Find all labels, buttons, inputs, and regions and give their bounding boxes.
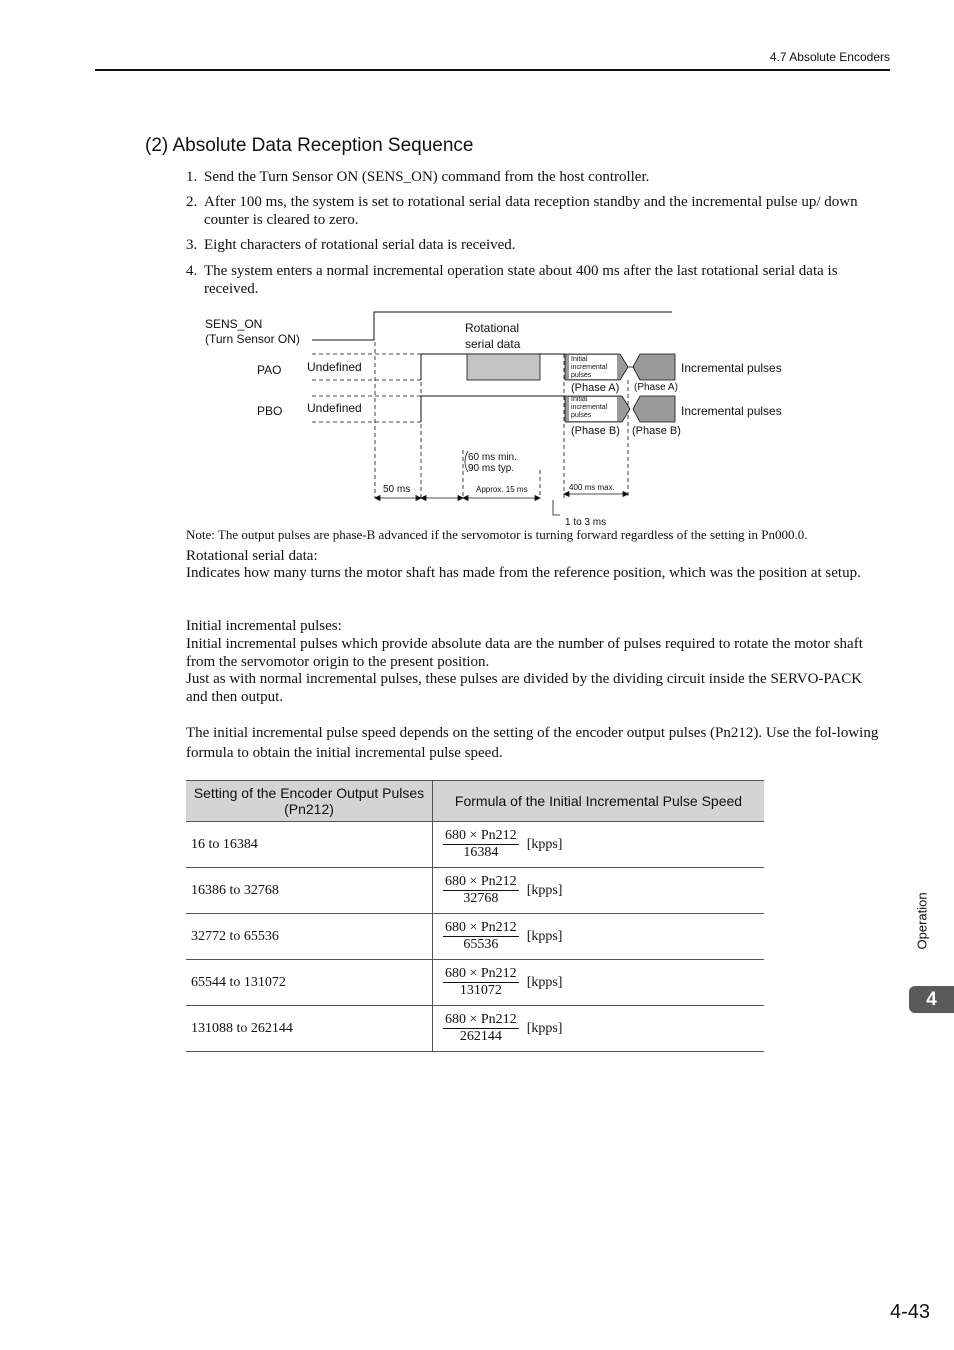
- formula-fraction: [443, 966, 519, 999]
- range-cell: 65544 to 131072: [186, 960, 433, 1006]
- t-90ms-typ: 90 ms typ.: [468, 463, 515, 474]
- unit: [kpps]: [526, 836, 563, 852]
- t-400ms-max: 400 ms max.: [569, 483, 615, 492]
- table-row: [186, 914, 764, 960]
- unit: [kpps]: [526, 1020, 563, 1036]
- t-60ms-min: 60 ms min.: [468, 452, 517, 463]
- unit: [kpps]: [526, 882, 563, 898]
- pulse-speed-text: The initial incremental pulse speed depends on the setting of the encoder output pulses (Pn212). Use the fol-lowing formula to obtain the initial incremental pulse speed.: [186, 725, 879, 761]
- timing-diagram: [0, 0, 954, 540]
- range-cell: 16 to 16384: [186, 822, 433, 868]
- range-cell: 131088 to 262144: [186, 1006, 433, 1052]
- formula-cell: [433, 1006, 765, 1052]
- table-row: [186, 822, 764, 868]
- phase-b-incremental-label: (Phase B): [632, 425, 681, 437]
- formula-fraction: [443, 1012, 519, 1045]
- formula-cell: [433, 822, 765, 868]
- numerator: 680 × Pn212: [445, 1012, 517, 1027]
- numerator: 680 × Pn212: [445, 828, 517, 843]
- sens-on-label: SENS_ON: [205, 317, 263, 331]
- pao-initial-1: Initial: [571, 356, 588, 363]
- numerator: 680 × Pn212: [445, 966, 517, 981]
- init-pulses-text-1: Initial incremental pulses which provide absolute data are the number of pulses required to rotate the motor shaft from the servomotor origin to the present position.: [186, 636, 863, 670]
- t-50ms: 50 ms: [383, 484, 411, 495]
- denominator: 32768: [463, 891, 499, 906]
- header-setting: Setting of the Encoder Output Pulses (Pn212): [186, 781, 433, 822]
- numerator: 680 × Pn212: [445, 920, 517, 935]
- denominator: 16384: [463, 845, 499, 860]
- rotational-label-1: Rotational: [465, 321, 520, 335]
- rot-serial-label: Rotational serial data:: [186, 548, 318, 564]
- step-number: 3.: [186, 237, 198, 253]
- range-cell: 32772 to 65536: [186, 914, 433, 960]
- t-approx-15ms: Approx. 15 ms: [476, 485, 528, 494]
- init-pulses-text-2: Just as with normal incremental pulses, these pulses are divided by the dividing circuit inside the SERVO-PACK and then output.: [186, 671, 863, 705]
- step-number: 2.: [186, 194, 198, 210]
- rotational-serial-data-block: [467, 354, 540, 380]
- rotational-label-2: serial data: [465, 337, 521, 351]
- denominator: 131072: [459, 983, 502, 998]
- formula-fraction: [443, 874, 519, 907]
- unit: [kpps]: [526, 928, 563, 944]
- section-title: (2) Absolute Data Reception Sequence: [145, 135, 474, 156]
- pao-undefined: Undefined: [307, 360, 362, 374]
- step-text: The system enters a normal incremental operation state about 400 ms after the last rotational serial data is received.: [204, 263, 838, 297]
- running-header: 4.7 Absolute Encoders: [769, 50, 890, 64]
- pbo-incremental-pulses: Incremental pulses: [681, 404, 782, 418]
- page-number: 4-43: [889, 1301, 930, 1323]
- side-section-label: Operation: [914, 892, 930, 950]
- pbo-initial-2: incremental: [571, 404, 608, 411]
- t-1to3ms: 1 to 3 ms: [565, 517, 607, 528]
- init-pulses-label: Initial incremental pulses:: [186, 618, 342, 634]
- pao-initial-3: pulses: [571, 372, 592, 379]
- pbo-initial-3: pulses: [571, 412, 592, 419]
- formula-fraction: [443, 920, 519, 953]
- pulse-speed-table: [186, 780, 764, 1052]
- header-formula: Formula of the Initial Incremental Pulse Speed: [433, 781, 765, 822]
- pbo-undefined: Undefined: [307, 401, 362, 415]
- table-header-row: [186, 781, 764, 822]
- pbo-initial-1: Initial: [571, 396, 588, 403]
- numerator: 680 × Pn212: [445, 874, 517, 889]
- turn-sensor-on-label: (Turn Sensor ON): [205, 332, 300, 346]
- table-row: [186, 868, 764, 914]
- chapter-tab: 4: [909, 986, 954, 1013]
- pbo-label: PBO: [257, 404, 283, 418]
- formula-cell: [433, 960, 765, 1006]
- step-number: 1.: [186, 169, 198, 185]
- formula-fraction: [443, 828, 519, 861]
- note: Note: The output pulses are phase-B advanced if the servomotor is turning forward regardless of the setting in Pn000.0.: [186, 527, 808, 542]
- pao-label: PAO: [257, 363, 282, 377]
- denominator: 262144: [459, 1029, 502, 1044]
- formula-cell: [433, 868, 765, 914]
- phase-a-incremental-label: (Phase A): [634, 382, 678, 393]
- phase-b-initial-label: (Phase B): [571, 425, 620, 437]
- table-row: [186, 960, 764, 1006]
- range-cell: 16386 to 32768: [186, 868, 433, 914]
- pao-incremental-pulses: Incremental pulses: [681, 361, 782, 375]
- denominator: 65536: [463, 937, 499, 952]
- step-text: Eight characters of rotational serial data is received.: [204, 237, 516, 253]
- step-text: Send the Turn Sensor ON (SENS_ON) command from the host controller.: [204, 169, 650, 185]
- unit: [kpps]: [526, 974, 563, 990]
- step-number: 4.: [186, 263, 198, 279]
- phase-a-initial-label: (Phase A): [571, 382, 620, 394]
- table-row: [186, 1006, 764, 1052]
- step-text: After 100 ms, the system is set to rotational serial data reception standby and the incremental pulse up/ down counter is cleared to zero.: [204, 194, 858, 228]
- formula-cell: [433, 914, 765, 960]
- rot-serial-text: Indicates how many turns the motor shaft has made from the reference position, which was the position at setup.: [186, 565, 861, 581]
- pao-initial-2: incremental: [571, 364, 608, 371]
